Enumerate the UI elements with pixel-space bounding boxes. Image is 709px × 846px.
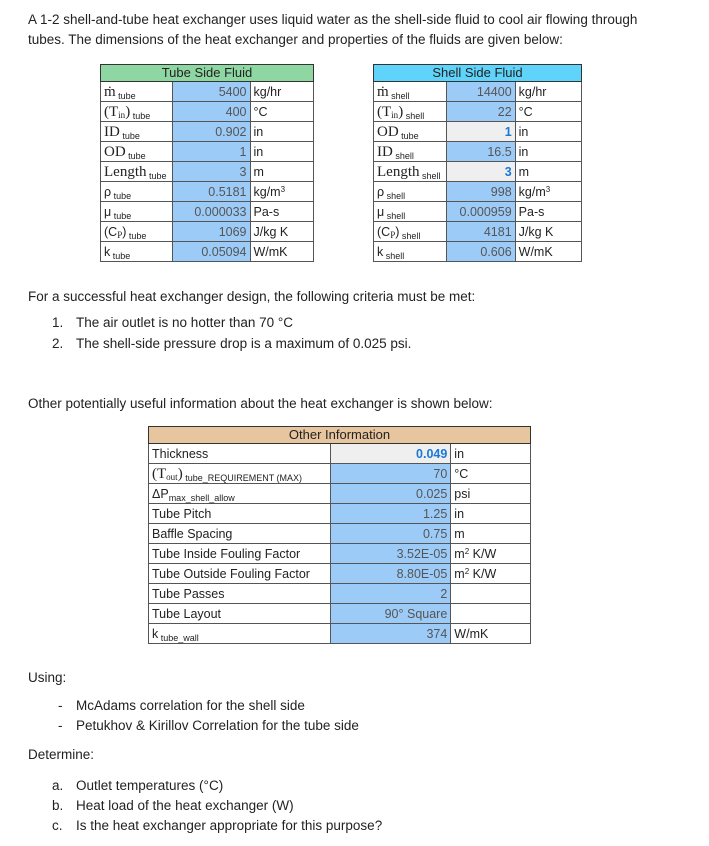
row-label xyxy=(374,82,447,102)
criteria-intro: For a successful heat exchanger design, the following criteria must be met: xyxy=(28,289,476,304)
label-part: tube xyxy=(115,90,136,101)
determine-item-b: Heat load of the heat exchanger (W) xyxy=(76,798,294,813)
label-part: ρ xyxy=(104,184,112,199)
row-value: 0.5181 xyxy=(172,182,250,202)
row-value: 400 xyxy=(172,102,250,122)
table-row xyxy=(149,564,531,584)
unit-text: W/mK xyxy=(253,244,288,259)
row-value: 1.25 xyxy=(330,504,450,524)
table-row xyxy=(374,162,582,182)
label-part: ρ xyxy=(377,184,385,199)
label-part: μ xyxy=(377,204,385,219)
row-label xyxy=(101,162,173,182)
row-value: 1 xyxy=(446,122,515,142)
row-label xyxy=(149,564,331,584)
row-value: 70 xyxy=(330,464,450,484)
row-label xyxy=(149,444,331,464)
label-part: tube xyxy=(111,210,132,221)
row-value: 22 xyxy=(446,102,515,122)
label-part: tube xyxy=(146,170,167,181)
row-label xyxy=(101,142,173,162)
unit-text: J/kg K xyxy=(253,224,289,239)
row-label xyxy=(149,464,331,484)
row-value: 0.000033 xyxy=(172,202,250,222)
label-part: tube xyxy=(125,150,146,161)
table-row xyxy=(101,202,314,222)
label-part: tube xyxy=(126,230,147,241)
label-part: shell xyxy=(388,90,410,101)
row-unit xyxy=(250,182,314,202)
unit-superscript: 3 xyxy=(280,184,286,194)
row-unit xyxy=(250,242,314,262)
unit-text: °C xyxy=(253,104,268,119)
determine-item-a: Outlet temperatures (°C) xyxy=(76,778,224,793)
row-value: 4181 xyxy=(446,222,515,242)
table-row xyxy=(101,142,314,162)
unit-text: m xyxy=(454,566,465,581)
label-part: ) xyxy=(122,224,127,239)
label-part: Length xyxy=(377,163,420,180)
row-unit xyxy=(451,484,531,504)
label-part: OD xyxy=(377,123,399,140)
row-label xyxy=(149,584,331,604)
label-part: out xyxy=(166,471,178,482)
table-row xyxy=(149,464,531,484)
table-row xyxy=(374,242,582,262)
label-part: shell xyxy=(384,210,406,221)
row-value: 3 xyxy=(172,162,250,182)
row-unit xyxy=(515,162,581,182)
row-value: 0.049 xyxy=(330,444,450,464)
label-part: tube xyxy=(130,110,151,121)
label-part: shell xyxy=(384,190,406,201)
label-part: tube_wall xyxy=(158,632,199,643)
unit-text: m xyxy=(454,526,465,541)
table-row xyxy=(374,142,582,162)
table-row xyxy=(149,444,531,464)
row-label xyxy=(101,182,173,202)
label-part: in xyxy=(118,109,126,120)
label-part: Tube Pitch xyxy=(152,506,212,521)
determine-letter-c: c. xyxy=(52,818,63,833)
label-part: Tube Layout xyxy=(152,606,222,621)
table-row xyxy=(374,202,582,222)
row-value: 16.5 xyxy=(446,142,515,162)
row-value: 14400 xyxy=(446,82,515,102)
label-part: shell xyxy=(383,250,405,261)
label-part: shell xyxy=(392,150,414,161)
row-value: 0.75 xyxy=(330,524,450,544)
label-part: P xyxy=(117,229,123,240)
label-part: Tube Outside Fouling Factor xyxy=(152,566,310,581)
label-part: ID xyxy=(377,143,393,160)
row-label xyxy=(374,222,447,242)
table-row xyxy=(149,604,531,624)
determine-letter-b: b. xyxy=(52,798,64,813)
table-row xyxy=(101,82,314,102)
row-unit xyxy=(451,584,531,604)
row-unit xyxy=(515,242,581,262)
label-part: ) xyxy=(398,103,404,120)
label-part: (T xyxy=(377,103,392,120)
tube-side-table xyxy=(100,64,314,262)
row-unit xyxy=(515,202,581,222)
table-row xyxy=(149,484,531,504)
table-row xyxy=(101,222,314,242)
unit-text: W/mK xyxy=(454,626,489,641)
table-row xyxy=(374,82,582,102)
criteria-item-1: The air outlet is no hotter than 70 °C xyxy=(76,315,294,330)
using-item-1: McAdams correlation for the shell side xyxy=(76,698,305,713)
label-part: tube xyxy=(398,130,419,141)
table-row xyxy=(374,102,582,122)
row-value: 8.80E-05 xyxy=(330,564,450,584)
unit-text: kg/m xyxy=(253,184,281,199)
unit-text: W/mK xyxy=(518,244,553,259)
label-part: max_shell_allow xyxy=(168,492,235,503)
unit-text: in xyxy=(253,124,264,139)
label-part: Tube Inside Fouling Factor xyxy=(152,546,301,561)
row-value: 1 xyxy=(172,142,250,162)
unit-text: kg/m xyxy=(518,184,546,199)
label-part: shell xyxy=(399,230,421,241)
unit-text: in xyxy=(454,446,465,461)
row-label xyxy=(101,242,173,262)
label-part: Tube Passes xyxy=(152,586,225,601)
label-part: Baffle Spacing xyxy=(152,526,233,541)
unit-superscript: 3 xyxy=(545,184,551,194)
unit-text: °C xyxy=(454,466,469,481)
label-part: ) xyxy=(395,224,400,239)
row-value: 2 xyxy=(330,584,450,604)
intro-line-2: tubes. The dimensions of the heat exchanger and properties of the fluids are given below: xyxy=(28,32,563,47)
row-label xyxy=(101,122,173,142)
determine-letter-a: a. xyxy=(52,778,64,793)
row-unit xyxy=(250,82,314,102)
row-unit xyxy=(515,222,581,242)
table-row xyxy=(101,122,314,142)
table-row xyxy=(374,222,582,242)
label-part: ) xyxy=(125,103,131,120)
table-row xyxy=(101,182,314,202)
label-part: (T xyxy=(152,465,167,482)
row-unit xyxy=(451,504,531,524)
row-unit xyxy=(250,222,314,242)
table-row xyxy=(149,624,531,644)
row-unit xyxy=(250,122,314,142)
unit-text: Pa-s xyxy=(253,204,280,219)
unit-text: J/kg K xyxy=(518,224,554,239)
label-part: ID xyxy=(104,123,120,140)
row-value: 0.05094 xyxy=(172,242,250,262)
determine-item-c: Is the heat exchanger appropriate for this purpose? xyxy=(76,818,383,833)
unit-text: Pa-s xyxy=(518,204,545,219)
row-unit xyxy=(515,142,581,162)
unit-text: m xyxy=(454,546,465,561)
row-value: 0.000959 xyxy=(446,202,515,222)
unit-text: in xyxy=(518,144,529,159)
table-row xyxy=(101,102,314,122)
row-label xyxy=(101,202,173,222)
unit-text: psi xyxy=(454,486,471,501)
row-label xyxy=(149,604,331,624)
label-part: ΔP xyxy=(152,486,169,501)
row-value: 5400 xyxy=(172,82,250,102)
shell-side-table xyxy=(373,64,582,262)
row-unit xyxy=(451,604,531,624)
unit-suffix: K/W xyxy=(469,566,497,581)
row-label xyxy=(374,162,447,182)
unit-text: in xyxy=(454,506,465,521)
table-row xyxy=(149,584,531,604)
row-unit xyxy=(451,564,531,584)
using-dash-1: - xyxy=(58,698,63,713)
label-part: (T xyxy=(104,103,119,120)
row-unit xyxy=(250,202,314,222)
row-value: 0.606 xyxy=(446,242,515,262)
table-row xyxy=(374,122,582,142)
row-label xyxy=(101,222,173,242)
table-row xyxy=(101,162,314,182)
label-part: k xyxy=(104,244,111,259)
label-part: Thickness xyxy=(152,446,209,461)
using-dash-2: - xyxy=(58,718,63,733)
row-label xyxy=(374,142,447,162)
row-value: 3 xyxy=(446,162,515,182)
row-label xyxy=(374,202,447,222)
label-part: Length xyxy=(104,163,147,180)
row-unit xyxy=(515,82,581,102)
row-label xyxy=(374,182,447,202)
row-unit xyxy=(451,624,531,644)
table-row xyxy=(374,182,582,202)
row-unit xyxy=(451,544,531,564)
row-unit xyxy=(250,142,314,162)
using-item-2: Petukhov & Kirillov Correlation for the tube side xyxy=(76,718,359,733)
intro-line-1: A 1-2 shell-and-tube heat exchanger uses liquid water as the shell-side fluid to cool air flowing through xyxy=(28,12,638,27)
unit-superscript: 2 xyxy=(464,546,470,556)
row-unit xyxy=(451,464,531,484)
row-label xyxy=(101,102,173,122)
label-part: tube xyxy=(110,250,131,261)
table-title: Other Information xyxy=(149,427,531,444)
label-part: tube xyxy=(111,190,132,201)
other-information-table xyxy=(148,426,531,644)
label-part: μ xyxy=(104,204,112,219)
row-label xyxy=(101,82,173,102)
other-intro: Other potentially useful information about the heat exchanger is shown below: xyxy=(28,396,493,411)
row-label xyxy=(374,122,447,142)
label-part: ṁ xyxy=(377,83,389,100)
row-unit xyxy=(250,162,314,182)
table-row xyxy=(149,544,531,564)
label-part: k xyxy=(152,626,159,641)
using-label: Using: xyxy=(28,670,67,685)
row-label xyxy=(374,102,447,122)
unit-text: m xyxy=(253,164,264,179)
table-row xyxy=(149,504,531,524)
label-part: P xyxy=(390,229,396,240)
row-unit xyxy=(250,102,314,122)
row-label xyxy=(149,544,331,564)
unit-suffix: K/W xyxy=(469,546,497,561)
row-label xyxy=(374,242,447,262)
criteria-item-2: The shell-side pressure drop is a maximum of 0.025 psi. xyxy=(76,336,412,351)
label-part: (C xyxy=(104,224,118,239)
determine-label: Determine: xyxy=(28,747,95,762)
row-value: 90° Square xyxy=(330,604,450,624)
unit-text: m xyxy=(518,164,530,179)
label-part: tube_REQUIREMENT (MAX) xyxy=(182,472,303,483)
unit-text: in xyxy=(518,124,529,139)
row-unit xyxy=(515,182,581,202)
row-label xyxy=(149,624,331,644)
label-part: ) xyxy=(177,465,183,482)
label-part: shell xyxy=(403,110,425,121)
label-part: k xyxy=(377,244,384,259)
row-unit xyxy=(451,524,531,544)
row-value: 0.025 xyxy=(330,484,450,504)
label-part: OD xyxy=(104,143,126,160)
row-label xyxy=(149,504,331,524)
table-title: Shell Side Fluid xyxy=(374,65,582,82)
table-row xyxy=(101,242,314,262)
row-label xyxy=(149,484,331,504)
row-value: 374 xyxy=(330,624,450,644)
table-title: Tube Side Fluid xyxy=(101,65,314,82)
table-row xyxy=(149,524,531,544)
row-value: 0.902 xyxy=(172,122,250,142)
label-part: shell xyxy=(419,170,441,181)
unit-text: in xyxy=(253,144,264,159)
label-part: ṁ xyxy=(104,83,116,100)
criteria-number-2: 2. xyxy=(52,336,64,351)
unit-text: °C xyxy=(518,104,533,119)
unit-text: kg/hr xyxy=(253,84,282,99)
label-part: (C xyxy=(377,224,391,239)
row-unit xyxy=(515,102,581,122)
label-part: in xyxy=(391,109,399,120)
row-unit xyxy=(515,122,581,142)
row-value: 998 xyxy=(446,182,515,202)
label-part: tube xyxy=(119,130,140,141)
criteria-number-1: 1. xyxy=(52,315,64,330)
unit-text: kg/hr xyxy=(518,84,547,99)
row-label xyxy=(149,524,331,544)
row-unit xyxy=(451,444,531,464)
row-value: 3.52E-05 xyxy=(330,544,450,564)
unit-superscript: 2 xyxy=(464,566,470,576)
row-value: 1069 xyxy=(172,222,250,242)
